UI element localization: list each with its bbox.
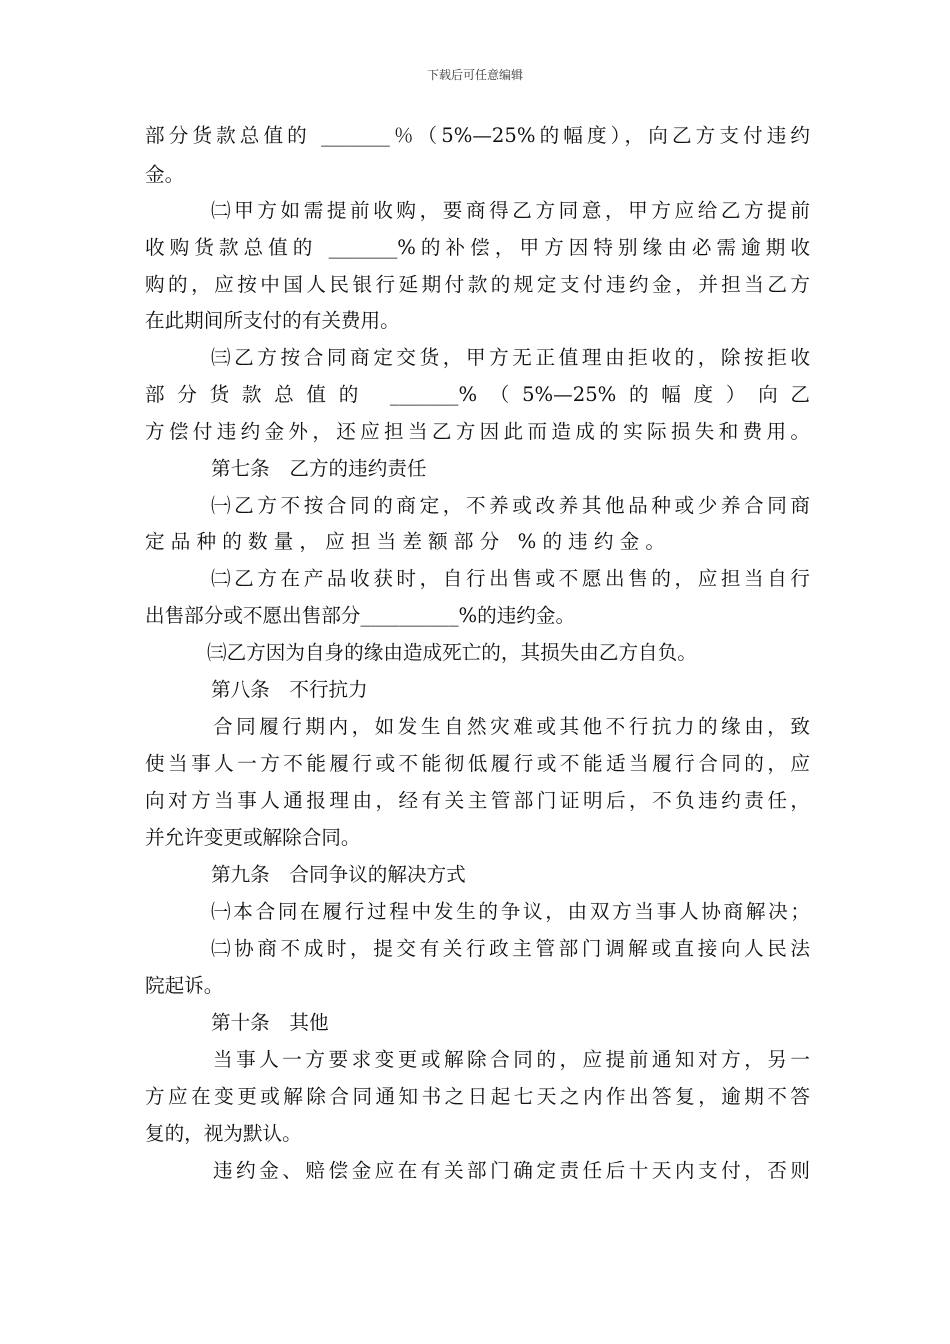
- article-heading: 第十条 其他: [211, 1011, 329, 1034]
- paragraph-line: ㈠本合同在履行过程中发生的争议，由双方当事人协商解决；: [211, 900, 810, 923]
- paragraph-line: 使当事人一方不能履行或不能彻低履行或不能适当履行合同的，应: [145, 752, 810, 775]
- paragraph-line: 部分货款总值的 _______%（5%—25%的幅度）向乙: [145, 383, 810, 406]
- paragraph-line: ㈢乙方按合同商定交货，甲方无正值理由拒收的，除按拒收: [211, 346, 810, 369]
- paragraph-line: 方偿付违约金外，还应担当乙方因此而造成的实际损失和费用。: [145, 420, 810, 443]
- paragraph-line: ㈠乙方不按合同的商定，不养或改养其他品种或少养合同商: [211, 494, 810, 517]
- article-heading: 第八条 不行抗力: [211, 678, 368, 701]
- paragraph-line: 在此期间所支付的有关费用。: [145, 309, 400, 332]
- article-heading: 第九条 合同争议的解决方式: [211, 863, 466, 886]
- paragraph-line: 购的，应按中国人民银行延期付款的规定支付违约金，并担当乙方: [145, 273, 810, 296]
- article-heading: 第七条 乙方的违约责任: [211, 457, 427, 480]
- paragraph-line: 出售部分或不愿出售部分__________%的违约金。: [145, 604, 576, 627]
- paragraph-line: 并允许变更或解除合同。: [145, 826, 361, 849]
- paragraph-line: 院起诉。: [145, 974, 224, 997]
- page-header: 下载后可任意编辑: [426, 68, 523, 82]
- paragraph-line: ㈡乙方在产品收获时，自行出售或不愿出售的，应担当自行: [211, 567, 810, 590]
- paragraph-line: 当事人一方要求变更或解除合同的，应提前通知对方，另一: [213, 1048, 810, 1071]
- paragraph-line: 金。: [145, 163, 185, 186]
- paragraph-line: 合同履行期内，如发生自然灾难或其他不行抗力的缘由，致: [213, 715, 810, 738]
- paragraph-line: 方应在变更或解除合同通知书之日起七天之内作出答复，逾期不答: [145, 1085, 810, 1108]
- paragraph-line: ㈡协商不成时，提交有关行政主管部门调解或直接向人民法: [211, 937, 810, 960]
- paragraph-line: ㈢乙方因为自身的缘由造成死亡的，其损失由乙方自负。: [207, 641, 697, 664]
- paragraph-line: 部分货款总值的 _______％（5%—25%的幅度），向乙方支付违约: [145, 124, 810, 147]
- paragraph-line: 定品种的数量，应担当差额部分 %的违约金。: [145, 530, 665, 553]
- paragraph-line: 违约金、赔偿金应在有关部门确定责任后十天内支付，否则: [213, 1159, 810, 1182]
- paragraph-line: 收购货款总值的 _______%的补偿，甲方因特别缘由必需逾期收: [145, 236, 810, 259]
- paragraph-line: 复的，视为默认。: [145, 1122, 302, 1145]
- paragraph-line: ㈡甲方如需提前收购，要商得乙方同意，甲方应给乙方提前: [211, 199, 810, 222]
- paragraph-line: 向对方当事人通报理由，经有关主管部门证明后，不负违约责任，: [145, 789, 810, 812]
